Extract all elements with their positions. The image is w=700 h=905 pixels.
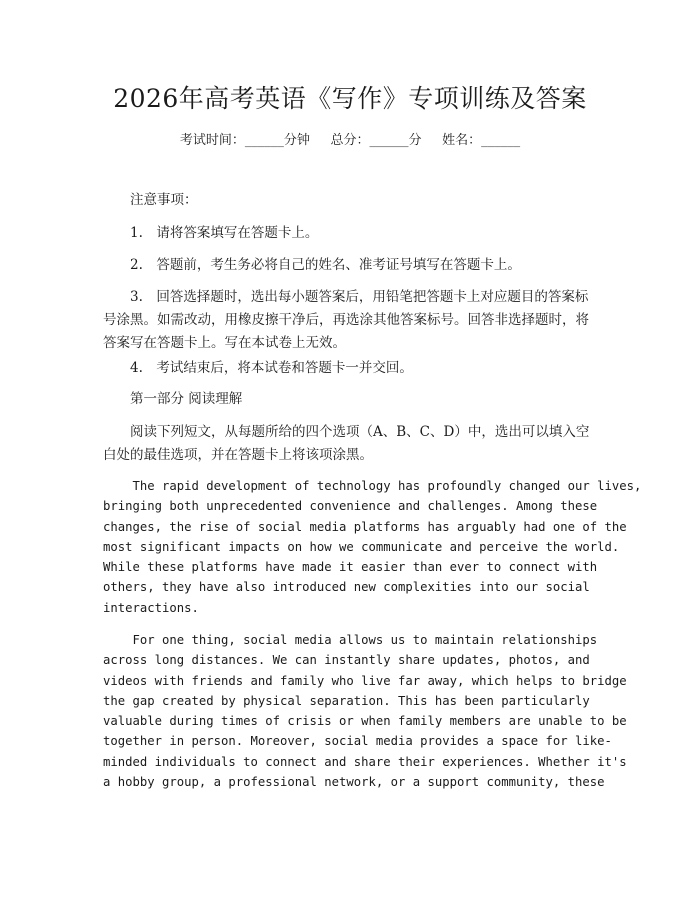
- part-heading: 第一部分 阅读理解: [130, 391, 243, 407]
- notice-heading: 注意事项：: [130, 192, 198, 208]
- reading-instruction: 阅读下列短文，从每题所给的四个选项（A、B、C、D）中，选出可以填入空白处的最佳选项，并在答题卡上将该项涂黑。: [103, 424, 590, 463]
- passage-paragraph-2: For one thing, social media allows us to maintain relationships across long distances. We can instantly share updates, photos, and videos with friends and family who live far away, which helps to bridge the gap created by physical separation. This has been particularly valuable during times of crisis or when family members are unable to be together in person. Moreover, social media provides a space for like- minded individuals to connect and share their experiences. Whether it's a hobby group, a professional network, or a support community, these: [103, 633, 627, 790]
- notice-item-4: 4. 考试结束后，将本试卷和答题卡一并交回。: [130, 360, 413, 376]
- page-title: 2026年高考英语《写作》专项训练及答案: [113, 84, 587, 113]
- notice-item-1: 1. 请将答案填写在答题卡上。: [130, 225, 319, 241]
- notice-item-3: 3. 回答选择题时，选出每小题答案后，用铅笔把答题卡上对应题目的答案标号涂黑。如需改动，用橡皮擦干净后，再选涂其他答案标号。回答非选择题时，将答案写在答题卡上。写在本试卷上无效。: [103, 289, 589, 351]
- passage-paragraph-1: The rapid development of technology has profoundly changed our lives, bringing both unprecedented convenience and challenges. Among these changes, the rise of social media platforms has arguably had one of the most significant impacts on how we communicate and perceive the world. While these platforms have made it easier than ever to connect with others, they have also introduced new complexities into our social interactions.: [103, 479, 642, 615]
- exam-info-line: 考试时间：______分钟 总分：______分 姓名：______: [179, 133, 521, 148]
- notice-item-2: 2. 答题前，考生务必将自己的姓名、准考证号填写在答题卡上。: [130, 257, 521, 273]
